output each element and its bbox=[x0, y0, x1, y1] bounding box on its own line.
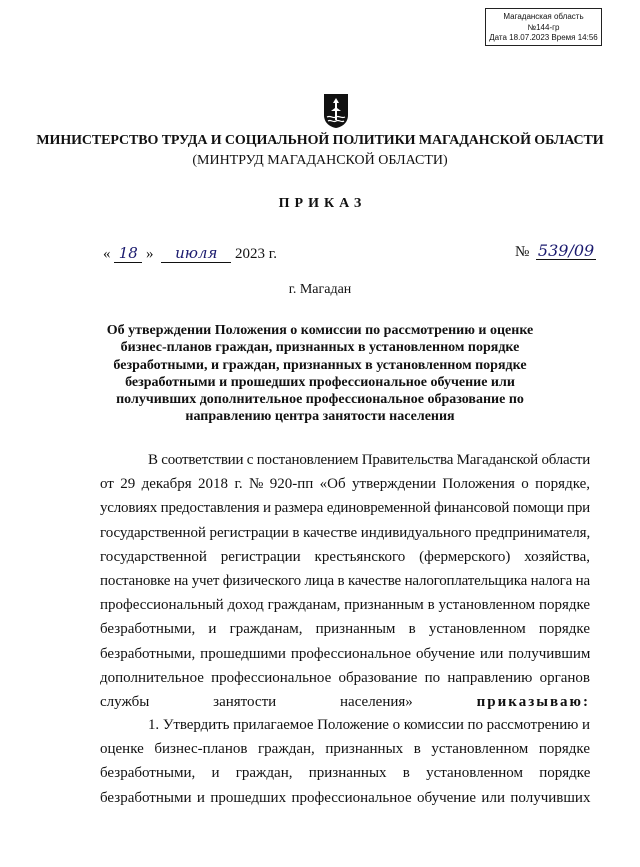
city: г. Магадан bbox=[288, 282, 352, 297]
text-line: дополнительное профессиональное образование по направлению органов bbox=[100, 669, 590, 686]
coat-of-arms-icon bbox=[323, 93, 349, 129]
stamp-region: Магаданская область bbox=[503, 12, 584, 21]
ministry-name: МИНИСТЕРСТВО ТРУДА И СОЦИАЛЬНОЙ ПОЛИТИКИ МАГАДАНСКОЙ ОБЛАСТИ bbox=[36, 133, 604, 148]
stamp-datetime: Дата 18.07.2023 Время 14:56 bbox=[489, 33, 598, 42]
ministry-short-name: (МИНТРУД МАГАДАНСКОЙ ОБЛАСТИ) bbox=[192, 153, 448, 168]
number-prefix: № bbox=[515, 244, 530, 260]
text-line: 1. Утвердить прилагаемое Положение о комиссии по рассмотрению и bbox=[148, 717, 590, 733]
text-line: постановке на учет физического лица в качестве налогоплательщика налога на bbox=[100, 573, 590, 590]
text-line: условиях предоставления и размера единовременной финансовой помощи при bbox=[100, 500, 590, 517]
registration-stamp bbox=[485, 8, 602, 46]
text-line: безработными, и граждан, признанных в установленном порядке bbox=[100, 765, 591, 782]
preamble-end: службы занятости населения» bbox=[100, 694, 413, 711]
date-open-quote: « bbox=[103, 246, 111, 262]
title-line: направлению центра занятости населения bbox=[185, 409, 455, 425]
title-line: Об утверждении Положения о комиссии по рассмотрению и оценке bbox=[106, 323, 534, 338]
text-line: профессиональный доход гражданам, признанным в установленном порядке bbox=[100, 597, 590, 614]
paragraph-preamble bbox=[100, 448, 590, 714]
order-title bbox=[100, 322, 540, 426]
text-line: безработными и прошедших профессиональное обучение или получивших bbox=[100, 789, 591, 806]
title-line: бизнес-планов граждан, признанных в установленном порядке bbox=[120, 340, 520, 356]
stamp-number: №144-гр bbox=[527, 22, 560, 32]
title-line: получивших дополнительное профессиональное образование по bbox=[116, 392, 524, 408]
order-date bbox=[103, 245, 277, 269]
text-line: государственной регистрации в качестве индивидуального предпринимателя, bbox=[100, 524, 591, 541]
text-line: безработными, прошедшими профессиональное обучение или получившим bbox=[100, 645, 591, 662]
paragraph-item-1 bbox=[100, 713, 590, 810]
title-line: безработными, и граждан, признанных в установленном порядке bbox=[113, 357, 527, 373]
date-year: 2023 г. bbox=[235, 246, 277, 262]
text-line-last bbox=[100, 690, 590, 714]
order-number bbox=[515, 242, 596, 261]
title-line: безработными и прошедших профессиональное обучение или bbox=[125, 374, 515, 390]
text-line: оценке бизнес-планов граждан, признанных в установленном порядке bbox=[100, 741, 590, 758]
date-month: июля bbox=[161, 245, 231, 263]
text-line: от 29 декабря 2018 г. № 920-пп «Об утверждении Положения о порядке, bbox=[100, 476, 591, 493]
date-close-quote: » bbox=[146, 246, 154, 262]
document-type: ПРИКАЗ bbox=[278, 196, 367, 211]
date-day: 18 bbox=[114, 245, 142, 263]
text-line: безработными, и гражданам, признанным в установленном порядке bbox=[100, 621, 590, 638]
text-line: государственной регистрации крестьянского (фермерского) хозяйства, bbox=[100, 548, 590, 565]
order-word: приказываю: bbox=[476, 694, 590, 711]
text-line: В соответствии с постановлением Правительства Магаданской области bbox=[148, 452, 591, 468]
number-value: 539/09 bbox=[537, 241, 595, 260]
